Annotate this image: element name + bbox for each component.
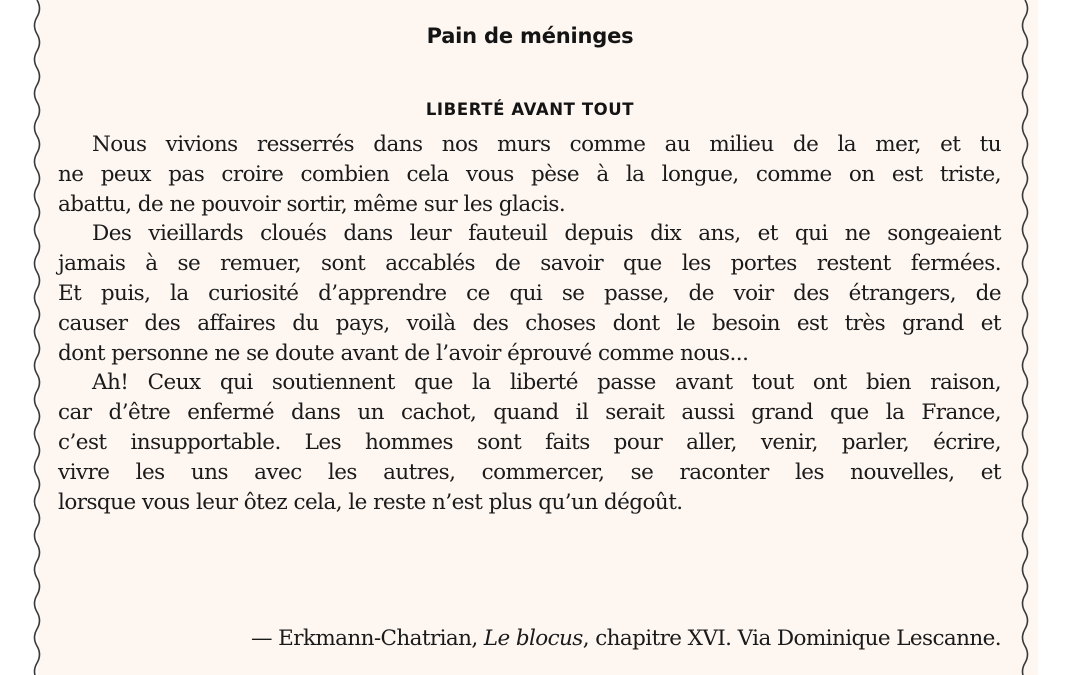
section-heading: LIBERTÉ AVANT TOUT	[425, 100, 635, 119]
paragraph-3-line-4: vivre les uns avec les autres, commercer, se raconter les nouvelles, et	[58, 459, 1001, 485]
paragraph-2-line-4: causer des affaires du pays, voilà des choses dont le besoin est très grand et	[58, 310, 1001, 336]
paragraph-2-line-2: jamais à se remuer, sont accablés de savoir que les portes restent fermées.	[58, 251, 1001, 277]
attribution-author: — Erkmann-Chatrian,	[251, 626, 484, 651]
paragraph-2-line-1: Des vieillards cloués dans leur fauteuil depuis dix ans, et qui ne songeaient	[92, 221, 1001, 247]
attribution-source: , chapitre XVI. Via Dominique Lescanne.	[582, 626, 1001, 651]
paragraph-2-line-5: dont personne ne se doute avant de l’avoir éprouvé comme nous...	[58, 340, 749, 366]
paragraph-3-line-2: car d’être enfermé dans un cachot, quand il serait aussi grand que la France,	[58, 400, 1001, 426]
quote-body	[58, 130, 1001, 517]
paragraph-1-line-3: abattu, de ne pouvoir sortir, même sur les glacis.	[58, 191, 566, 217]
paragraph-3-line-5: lorsque vous leur ôtez cela, le reste n’est plus qu’un dégoût.	[58, 489, 683, 515]
attribution-work-title: Le blocus	[483, 626, 583, 651]
paragraph-3-line-1: Ah! Ceux qui soutiennent que la liberté passe avant tout ont bien raison,	[92, 370, 1001, 396]
paragraph-1-line-2: ne peux pas croire combien cela vous pèse à la longue, comme on est triste,	[58, 161, 1001, 187]
paragraph-2-line-3: Et puis, la curiosité d’apprendre ce qui se passe, de voir des étrangers, de	[58, 280, 1001, 306]
paragraph-3-line-3: c’est insupportable. Les hommes sont faits pour aller, venir, parler, écrire,	[58, 429, 1001, 455]
paragraph-1-line-1: Nous vivions resserrés dans nos murs comme au milieu de la mer, et tu	[92, 132, 1001, 157]
attribution	[84, 626, 1001, 651]
page-title: Pain de méninges	[426, 24, 634, 48]
